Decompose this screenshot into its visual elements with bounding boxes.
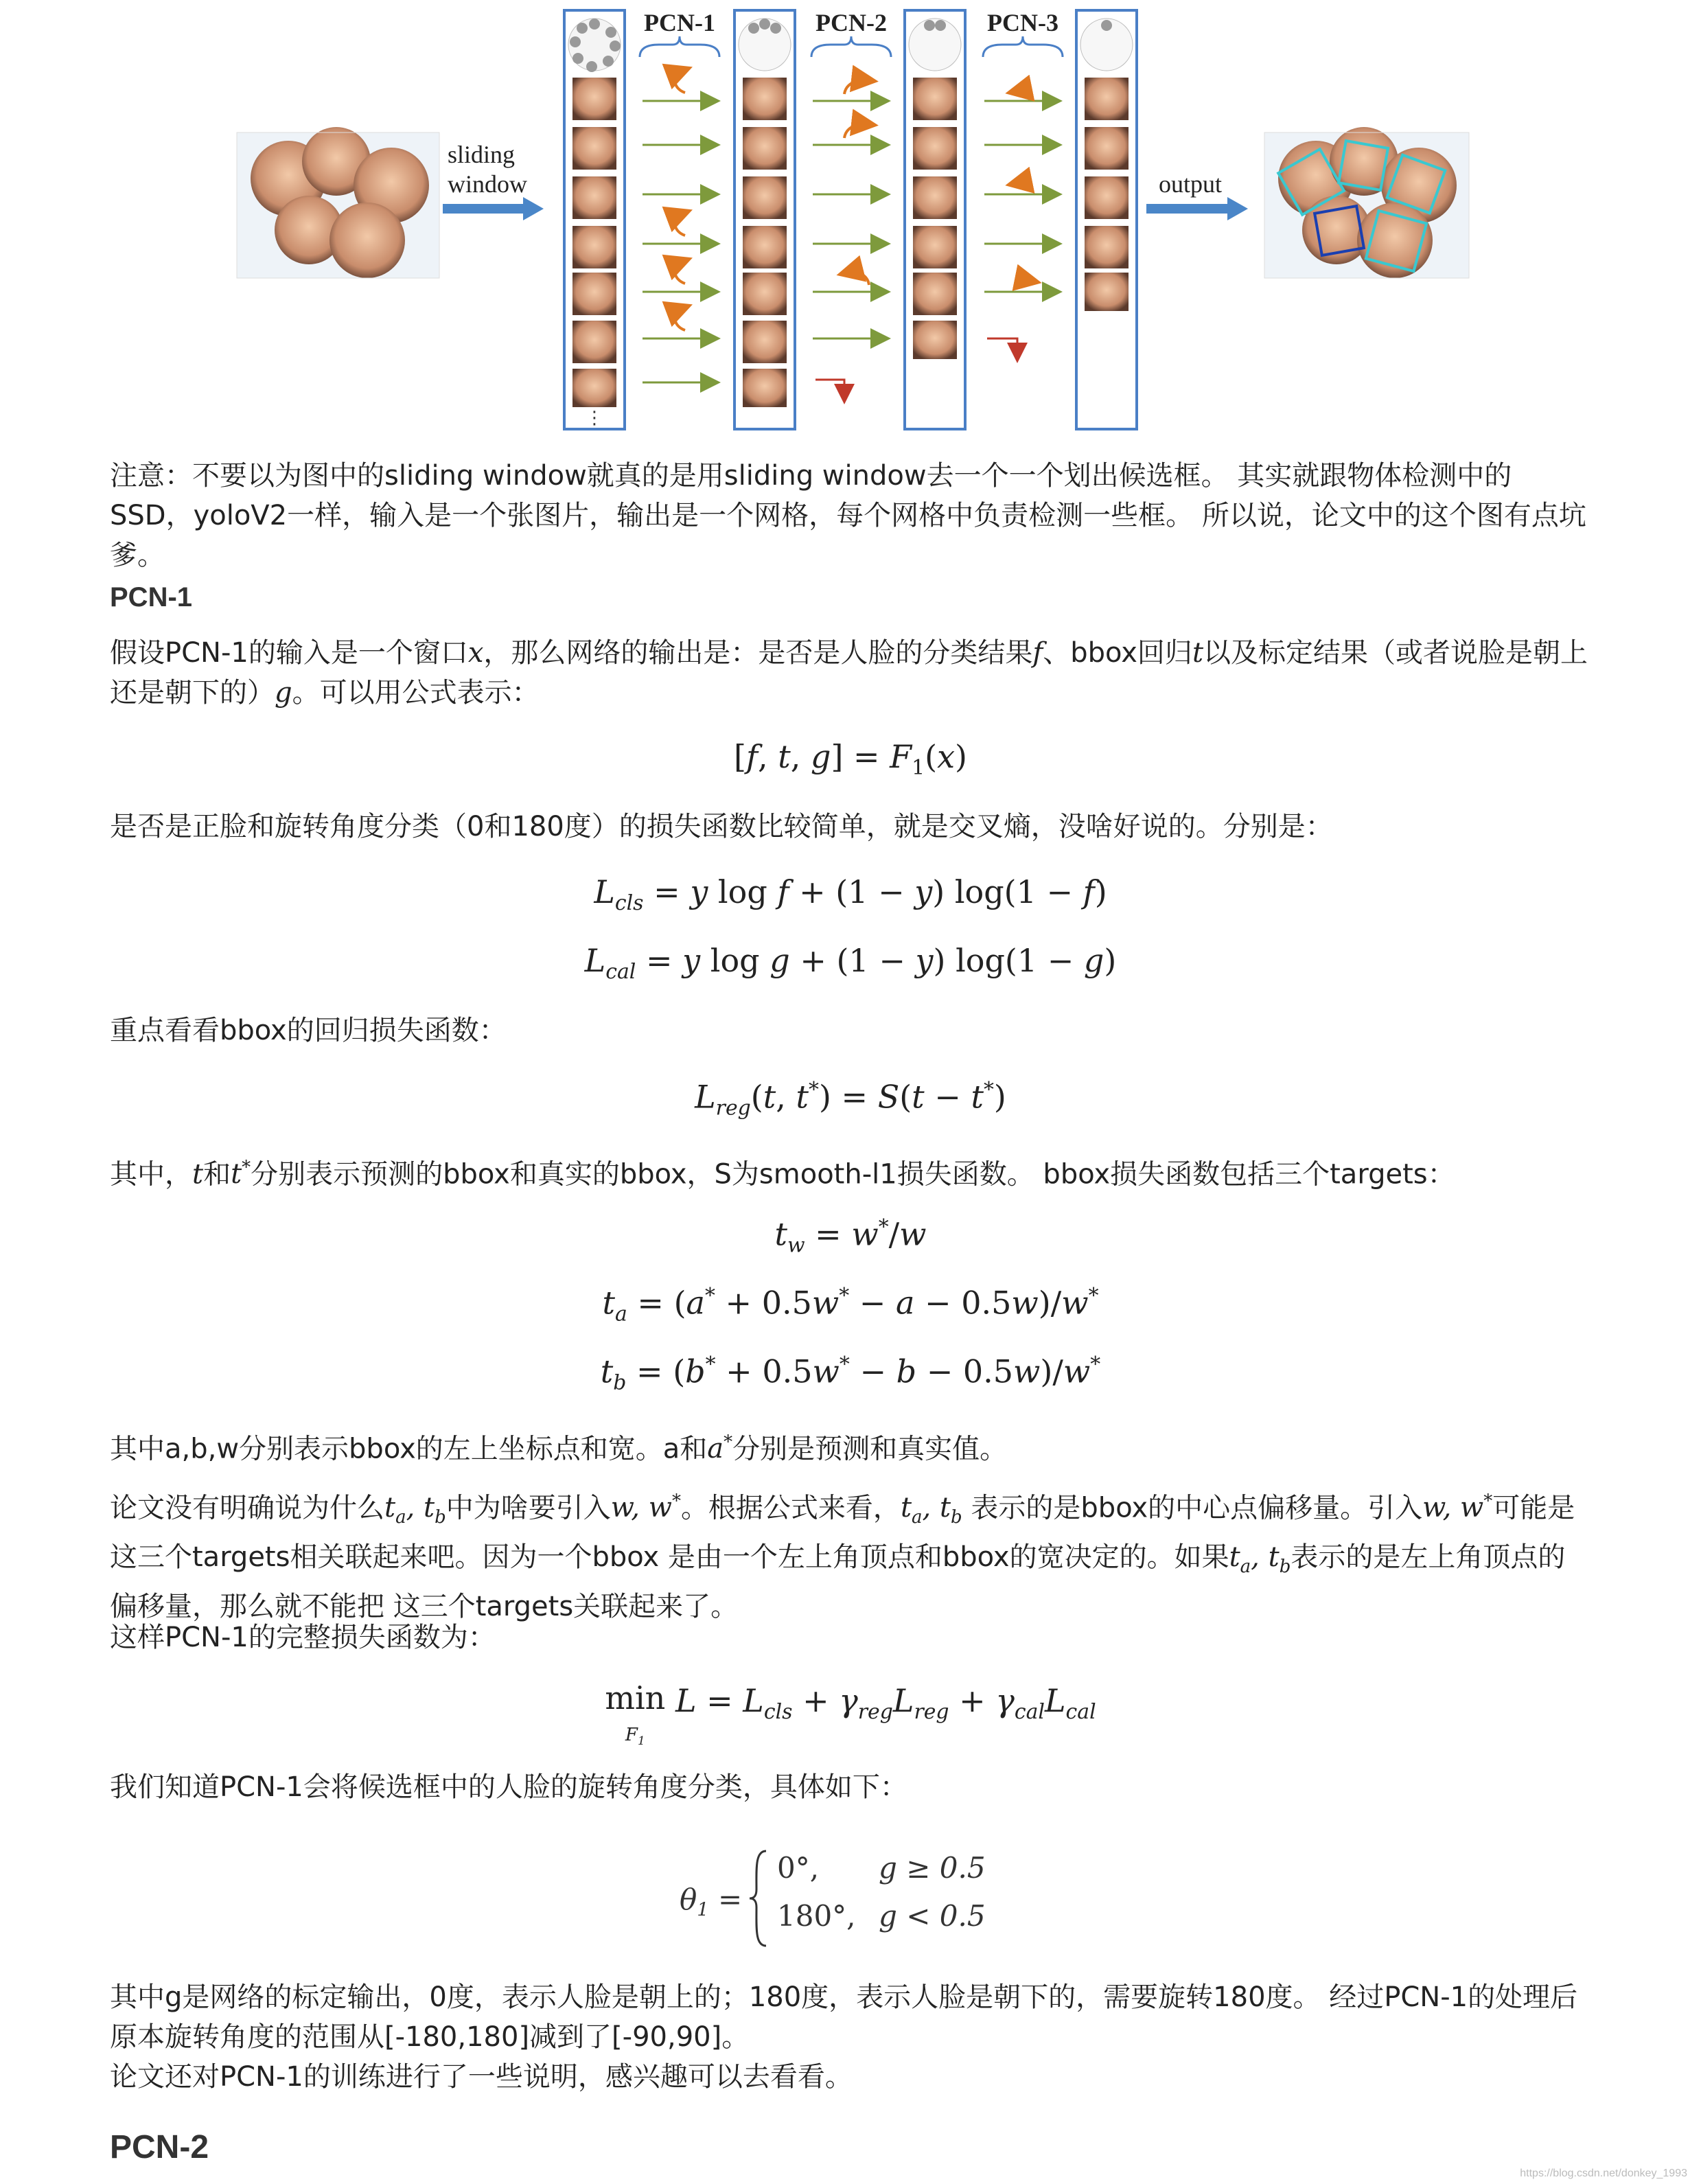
sliding-label: sliding: [448, 141, 516, 168]
case-1-value: 0°,: [777, 1851, 820, 1885]
input-image: [237, 127, 439, 278]
output-arrow: [1146, 197, 1248, 220]
reject-arrow-stage-2: [987, 338, 1017, 359]
arrows-stage-3: [984, 101, 1058, 292]
pcn1-para-4: 其中，t和t*分别表示预测的bbox和真实的bbox，S为smooth-l1损失函数。 bbox损失函数包括三个targets：: [110, 1158, 1455, 1191]
reject-arrow-stage-1: [815, 380, 844, 400]
window-label: window: [448, 170, 527, 198]
section-title-pcn1: PCN-1: [110, 582, 193, 612]
brace: [748, 1848, 769, 1949]
sliding-window-arrow: [443, 197, 544, 220]
output-image: [1264, 127, 1469, 278]
ellipsis: ⋮: [586, 408, 603, 428]
note-paragraph: 注意：不要以为图中的sliding window就真的是用sliding window去一个一个划出候选框。 其实就跟物体检测中的SSD，yoloV2一样，输入是一个张图片，输出是一个网格，每个网格中负责检测一些框。 所以说，论文中的这个图有点坑爹。: [110, 460, 1586, 571]
pipeline-diagram: [227, 3, 1476, 443]
column-1: [564, 10, 625, 429]
pcn1-brace: [640, 36, 719, 57]
case-1-condition: g ≥ 0.5: [879, 1851, 986, 1885]
pcn2-label: PCN-2: [815, 9, 887, 36]
column-4: [1076, 10, 1137, 429]
column-3: [905, 10, 965, 429]
pcn3-brace: [983, 36, 1063, 57]
case-2-value: 180°,: [777, 1899, 856, 1933]
pcn1-para-3: 重点看看bbox的回归损失函数：: [110, 1015, 507, 1046]
rotation-arrows-stage-3: [1016, 91, 1031, 288]
pcn1-para-8: 我们知道PCN-1会将候选框中的人脸的旋转角度分类，具体如下：: [110, 1771, 907, 1803]
formula-angle-cases: $\theta_1$ = 0°, g ≥ 0.5 180°, g < 0.5: [680, 1847, 1009, 1950]
pcn1-label: PCN-1: [644, 9, 715, 36]
pcn1-para-9-line-2: 论文还对PCN-1的训练进行了一些说明，感兴趣可以去看看。: [110, 2061, 853, 2093]
pcn1-para-7: 这样PCN-1的完整损失函数为：: [110, 1622, 496, 1653]
arrows-stage-1: [643, 101, 717, 382]
arrows-stage-2: [813, 101, 887, 338]
rotation-arrows-stage-2: [844, 80, 869, 285]
pcn1-para-6: 论文没有明确说为什么$t_a$, $t_b$中为啥要引入w, w*。根据公式来看，$t_a$, $t_b$ 表示的是bbox的中心点偏移量。引入w, w*可能是这三个targets相关联起来吧。因为一个bbox 是由一个左上角顶点和bbox的宽决定的。如果$t_a$, $t_b$表示的是左上角顶点的偏移量，那么就不能把 这三个targets关联起来了。: [110, 1491, 1575, 1623]
formula-loss-cls: $L_{cls} = y$ log f + (1 − y) log(1 − f): [594, 873, 1107, 916]
formula-forward: [f, t, $g] = F_1(x)$: [734, 738, 967, 781]
pcn2-brace: [811, 36, 891, 57]
case-2-condition: g < 0.5: [879, 1899, 986, 1933]
formula-total-loss: min $F_1$ $L = L_{cls} + \gamma_{reg}L_{reg} + \gamma_{cal}L_{cal}$: [605, 1679, 1096, 1748]
pcn1-para-9-line-1: 其中g是网络的标定输出，0度，表示人脸是朝上的；180度，表示人脸是朝下的，需要旋转180度。 经过PCN-1的处理后原本旋转角度的范围从[-180,180]减到了[-90,90]。: [110, 1981, 1578, 2053]
formula-tb: $t_b = (b^* + 0.5w^* - b - 0.5w)/w^*$: [600, 1353, 1101, 1395]
output-label: output: [1159, 170, 1223, 198]
formula-loss-reg: $L_{reg}(t$, t*) = S(t − t*): [695, 1078, 1006, 1120]
pcn3-label: PCN-3: [987, 9, 1058, 36]
pcn1-para-5: 其中a,b,w分别表示bbox的左上坐标点和宽。a和a*分别是预测和真实值。: [110, 1432, 1008, 1465]
formula-ta: $t_a = (a^* + 0.5w^* - a - 0.5w)/w^*$: [602, 1284, 1099, 1326]
formula-loss-cal: $L_{cal} = y$ log g + (1 − y) log(1 − g): [584, 942, 1117, 985]
formula-tw: $t_w = w^*/w$: [774, 1215, 927, 1258]
pcn1-para-2: 是否是正脸和旋转角度分类（0和180度）的损失函数比较简单，就是交叉熵，没啥好说的。分别是：: [110, 811, 1333, 842]
section-title-pcn2: PCN-2: [110, 2129, 209, 2165]
watermark: https://blog.csdn.net/donkey_1993: [1520, 2168, 1687, 2179]
pcn1-para-1: 假设PCN-1的输入是一个窗口x，那么网络的输出是：是否是人脸的分类结果f、bbox回归t以及标定结果（或者说脸是朝上还是朝下的）g。可以用公式表示：: [110, 637, 1588, 709]
column-2: [734, 10, 795, 429]
pcn-pipeline-figure: [227, 3, 1476, 443]
